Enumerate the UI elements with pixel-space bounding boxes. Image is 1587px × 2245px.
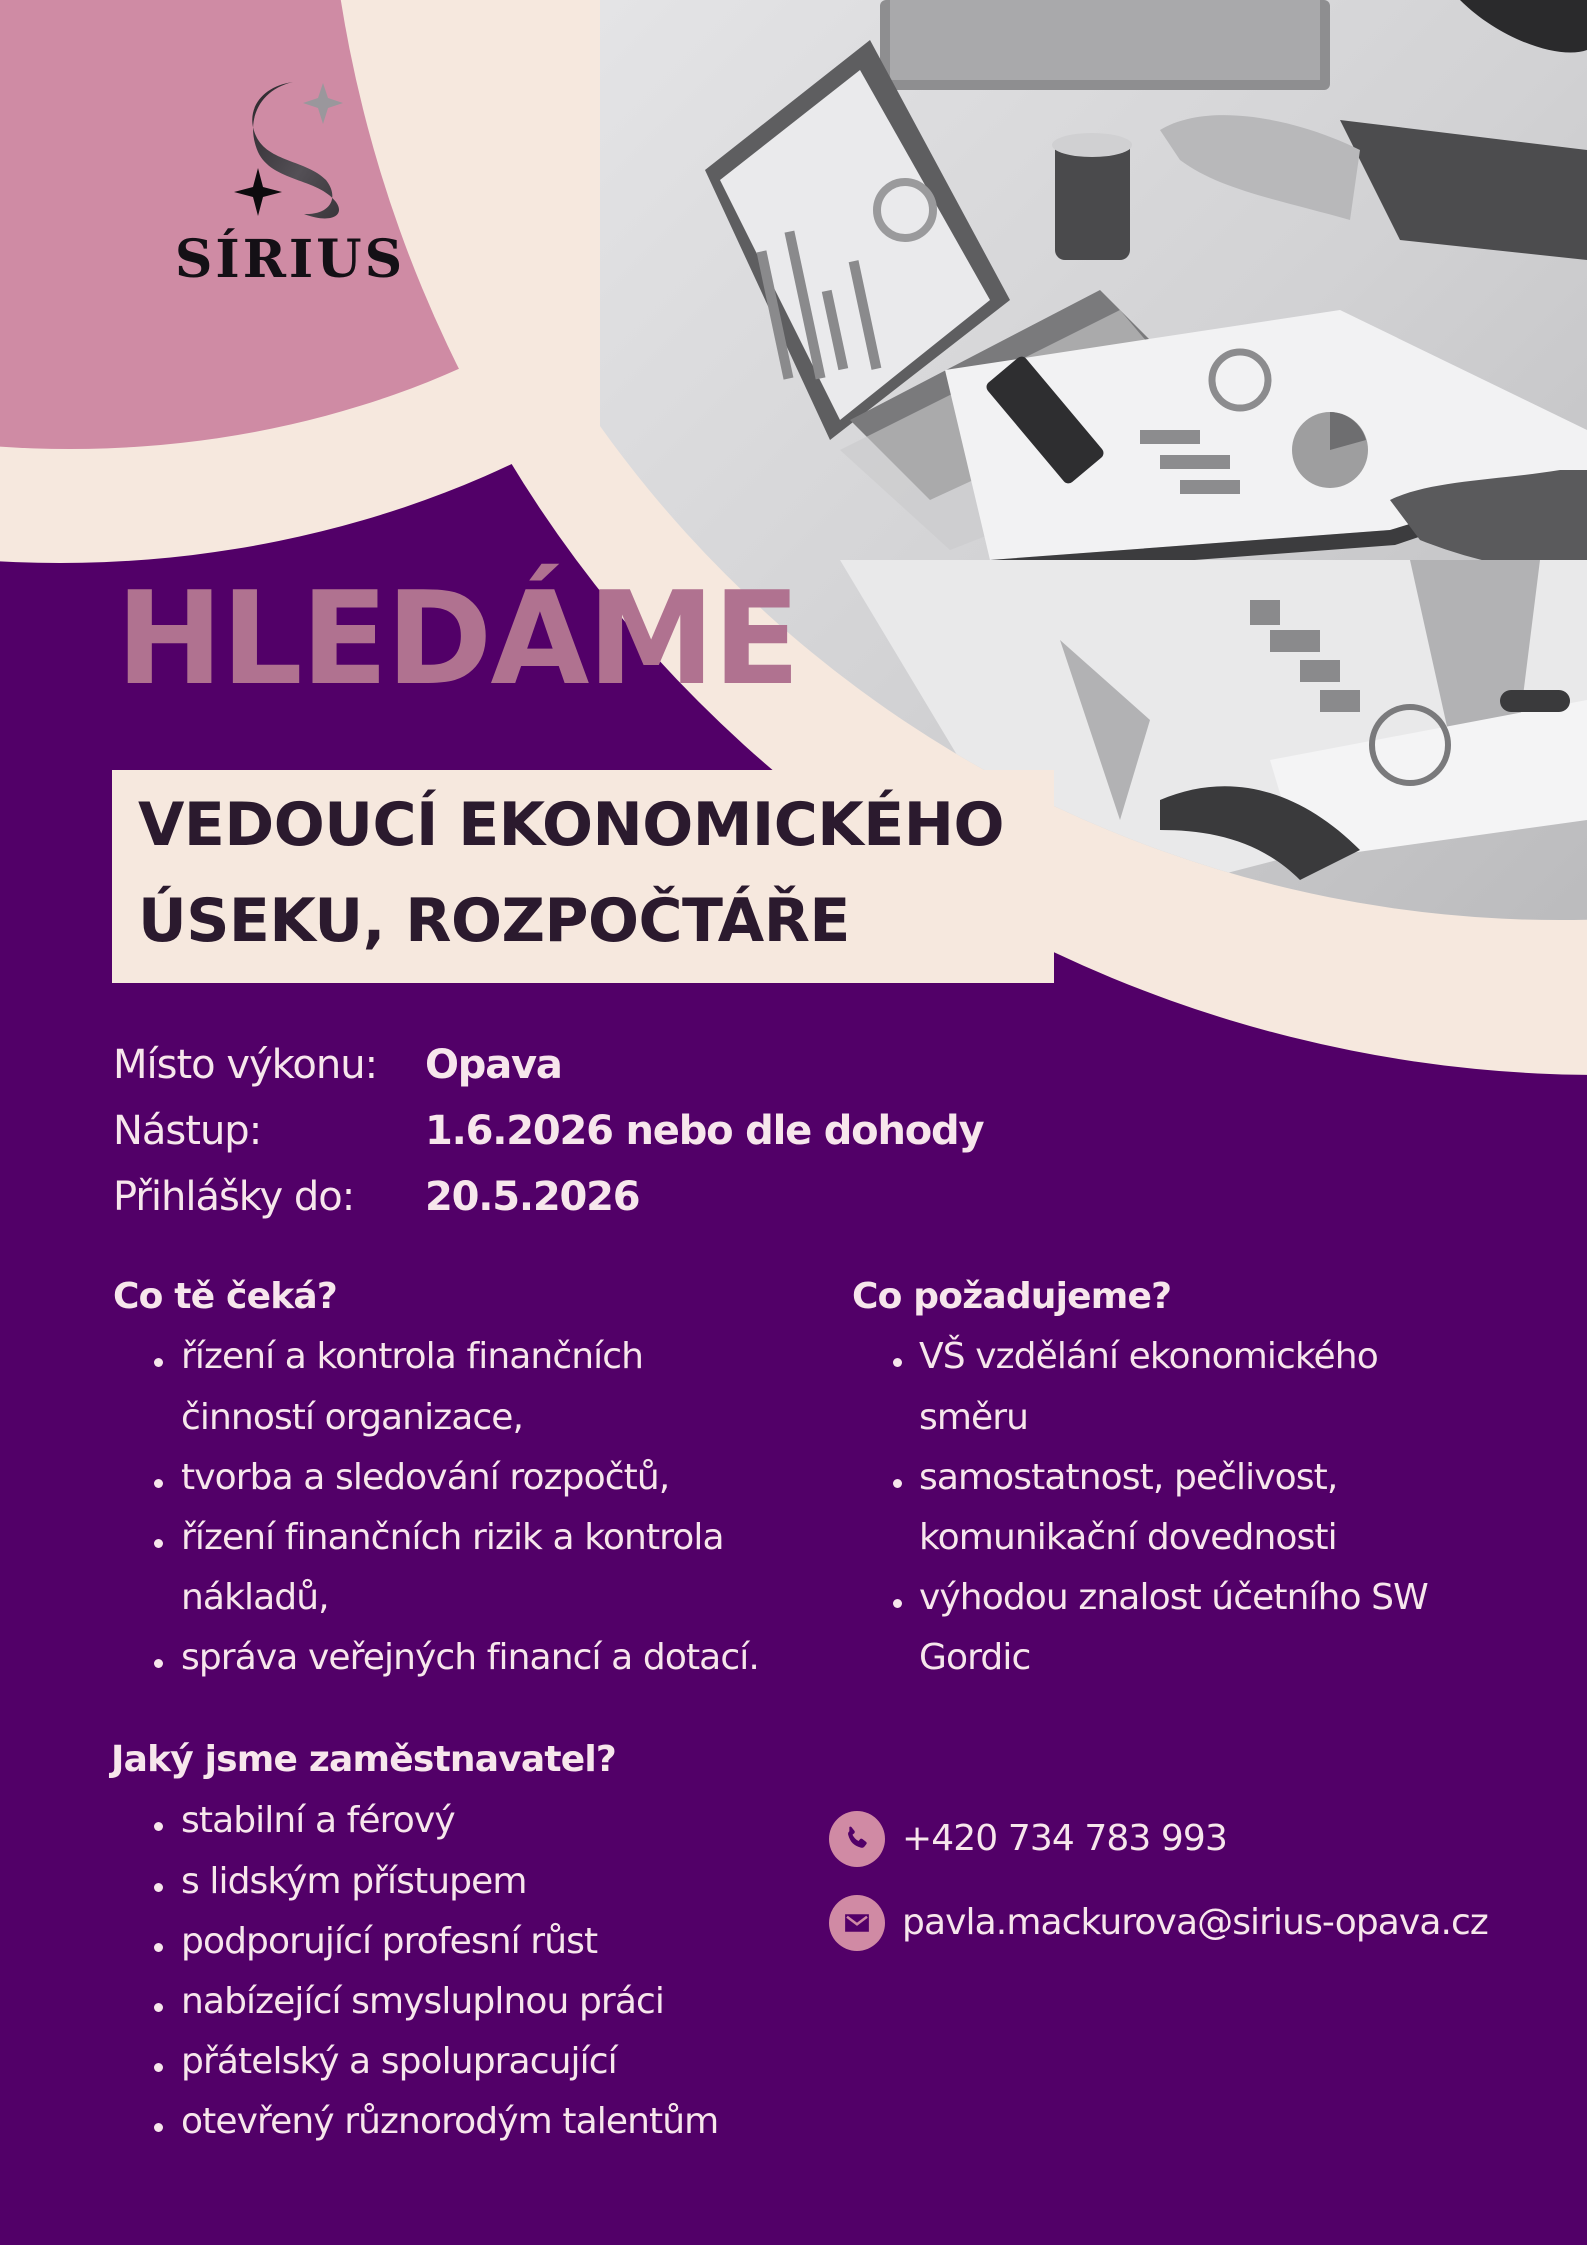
bullet-icon xyxy=(154,2123,163,2132)
bullet-icon xyxy=(893,1479,902,1488)
bullet-icon xyxy=(893,1599,902,1608)
list-item: nabízející smysluplnou práci xyxy=(181,1981,664,2022)
info-label-start: Nástup: xyxy=(113,1108,262,1154)
list-item-continued: Gordic xyxy=(919,1637,1031,1678)
list-item-continued: komunikační dovednosti xyxy=(919,1517,1337,1558)
list-item: výhodou znalost účetního SW xyxy=(919,1577,1428,1618)
info-label-location: Místo výkonu: xyxy=(113,1042,378,1088)
position-title-line-2: ÚSEKU, ROZPOČTÁŘE xyxy=(138,886,850,956)
section-heading: Jaký jsme zaměstnavatel? xyxy=(111,1739,616,1780)
list-item: podporující profesní růst xyxy=(181,1921,598,1962)
info-label-deadline: Přihlášky do: xyxy=(113,1174,355,1220)
bullet-icon xyxy=(154,2063,163,2072)
info-value-start: 1.6.2026 nebo dle dohody xyxy=(425,1108,984,1154)
list-item: otevřený různorodým talentům xyxy=(181,2101,719,2142)
list-item-continued: nákladů, xyxy=(181,1577,329,1618)
logo-wordmark: SÍRIUS xyxy=(174,229,406,290)
list-item-continued: směru xyxy=(919,1397,1029,1438)
list-item: řízení finančních rizik a kontrola xyxy=(181,1517,724,1558)
info-value-location: Opava xyxy=(425,1042,562,1088)
list-item: řízení a kontrola finančních xyxy=(181,1336,644,1377)
list-item: VŠ vzdělání ekonomického xyxy=(919,1336,1378,1377)
bullet-icon xyxy=(154,1943,163,1952)
mail-icon xyxy=(829,1895,885,1951)
info-value-deadline: 20.5.2026 xyxy=(425,1174,640,1220)
email-address[interactable]: pavla.mackurova@sirius-opava.cz xyxy=(902,1902,1488,1943)
list-item: stabilní a férový xyxy=(181,1800,455,1841)
bullet-icon xyxy=(893,1358,902,1367)
bullet-icon xyxy=(154,1539,163,1548)
bullet-icon xyxy=(154,1479,163,1488)
headline: HLEDÁME xyxy=(116,565,799,714)
list-item: přátelský a spolupracující xyxy=(181,2041,617,2082)
position-title-box xyxy=(112,770,1054,983)
list-item: tvorba a sledování rozpočtů, xyxy=(181,1457,670,1498)
list-item: správa veřejných financí a dotací. xyxy=(181,1637,759,1678)
phone-icon xyxy=(829,1811,885,1867)
list-item: s lidským přístupem xyxy=(181,1861,527,1902)
bullet-icon xyxy=(154,1822,163,1831)
list-item: samostatnost, pečlivost, xyxy=(919,1457,1338,1498)
list-item-continued: činností organizace, xyxy=(181,1397,524,1438)
bullet-icon xyxy=(154,1883,163,1892)
bullet-icon xyxy=(154,1358,163,1367)
position-title-line-1: VEDOUCÍ EKONOMICKÉHO xyxy=(138,790,1004,860)
bullet-icon xyxy=(154,2003,163,2012)
bullet-icon xyxy=(154,1659,163,1668)
section-heading: Co tě čeká? xyxy=(113,1276,337,1317)
section-heading: Co požadujeme? xyxy=(852,1276,1172,1317)
phone-number[interactable]: +420 734 783 993 xyxy=(902,1818,1227,1859)
